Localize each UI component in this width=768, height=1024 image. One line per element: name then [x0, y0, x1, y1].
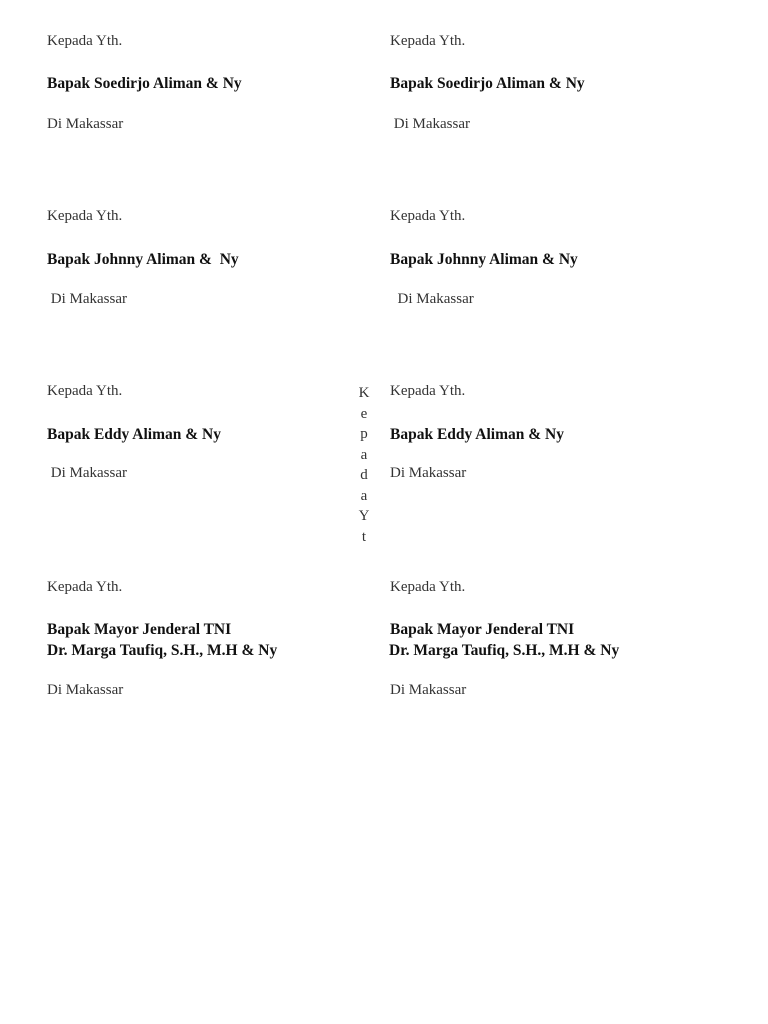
label-1-city: Di Makassar: [47, 116, 124, 132]
label-6-salutation: Kepada Yth.: [390, 383, 466, 399]
stray-vertical-text: [355, 383, 373, 541]
label-5-salutation: Kepada Yth.: [47, 383, 123, 399]
vertical-char: t: [361, 528, 367, 541]
vertical-char: a: [360, 487, 368, 504]
vertical-char: d: [360, 467, 368, 483]
label-5-name: Bapak Eddy Aliman & Ny: [47, 426, 221, 443]
label-3-name: Bapak Johnny Aliman & Ny: [47, 251, 239, 268]
label-2-salutation: Kepada Yth.: [390, 33, 466, 49]
label-8-name-line1: Bapak Mayor Jenderal TNI: [390, 621, 575, 638]
label-2-name: Bapak Soedirjo Aliman & Ny: [390, 75, 585, 92]
label-8-salutation: Kepada Yth.: [390, 579, 466, 595]
vertical-char: K: [358, 385, 370, 401]
label-8-city: Di Makassar: [390, 682, 467, 698]
vertical-char: Y: [358, 508, 370, 524]
label-1-salutation: Kepada Yth.: [47, 33, 123, 49]
label-3-salutation: Kepada Yth.: [47, 208, 123, 224]
label-7-city: Di Makassar: [47, 682, 124, 698]
label-5-city: Di Makassar: [47, 465, 127, 481]
label-7-name-line1: Bapak Mayor Jenderal TNI: [47, 621, 232, 638]
vertical-char: p: [360, 426, 368, 442]
label-7-salutation: Kepada Yth.: [47, 579, 123, 595]
label-6-city: Di Makassar: [390, 465, 467, 481]
label-1-name: Bapak Soedirjo Aliman & Ny: [47, 75, 242, 92]
label-3-city: Di Makassar: [47, 291, 127, 307]
label-2-city: Di Makassar: [390, 116, 470, 132]
label-4-salutation: Kepada Yth.: [390, 208, 466, 224]
label-6-name: Bapak Eddy Aliman & Ny: [390, 426, 564, 443]
vertical-char: a: [360, 446, 368, 463]
label-7-name-line2: Dr. Marga Taufiq, S.H., M.H & Ny: [47, 642, 278, 659]
label-4-city: Di Makassar: [390, 291, 474, 307]
vertical-char: e: [360, 405, 368, 422]
label-8-name-line2: Dr. Marga Taufiq, S.H., M.H & Ny: [389, 642, 620, 659]
label-4-name: Bapak Johnny Aliman & Ny: [390, 251, 578, 268]
